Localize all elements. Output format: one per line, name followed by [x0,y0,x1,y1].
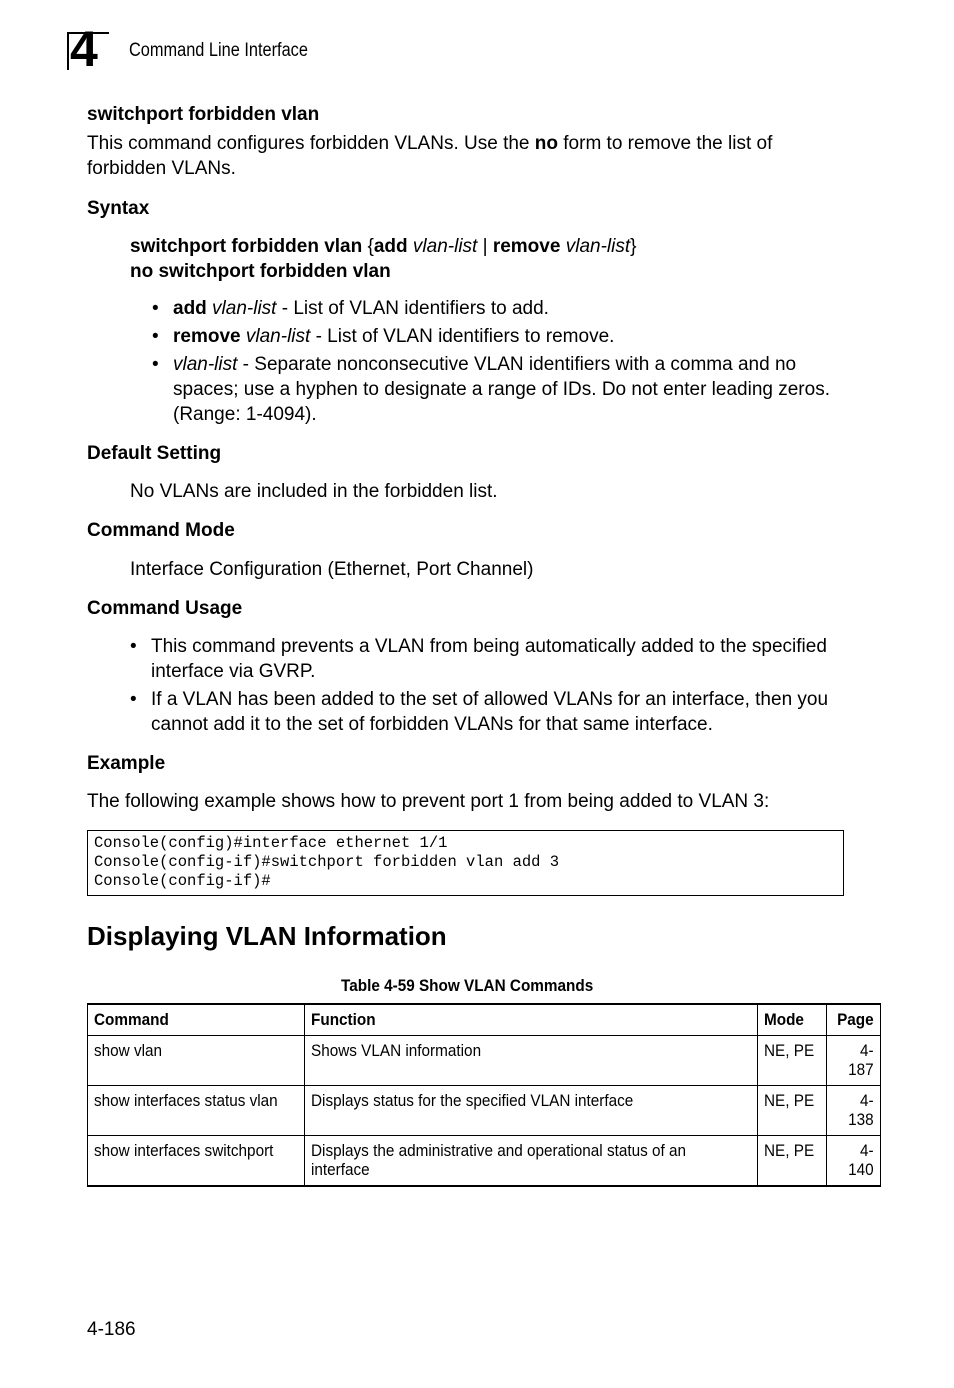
syntax-line-1 [130,234,636,259]
cell-text: Displays the administrative and operational status of an interface [311,1141,687,1179]
table-caption [87,975,847,997]
syntax-arg-2: vlan-list [560,236,631,257]
header-text: Function [311,1010,376,1029]
table-cell [88,1086,305,1136]
syntax-heading: Syntax [87,198,150,219]
param-keyword: remove [173,326,241,347]
command-description [87,131,847,181]
command-mode-heading: Command Mode [87,520,235,541]
syntax-pipe: | [477,236,493,257]
default-setting-heading: Default Setting [87,443,222,464]
bullet: • [152,354,159,375]
table-row [88,1136,881,1187]
syntax-brace-open: { [362,236,374,257]
usage-text: If a VLAN has been added to the set of allowed VLANs for an interface, then you cannot add it to the set of forbidden VLANs for that same interface. [151,689,829,735]
description-text-1: This command configures forbidden VLANs. Use the [87,133,535,154]
table-cell [88,1036,305,1086]
syntax-brace-close: } [630,236,637,257]
table-cell [305,1086,758,1136]
column-header [758,1004,827,1036]
param-description: - List of VLAN identifiers to remove. [310,326,615,347]
param-description: - Separate nonconsecutive VLAN identifiers with a comma and no spaces; use a hyphen to designate a range of IDs. Do not enter leading zeros. (Range: 1-4094). [173,354,830,425]
table-cell [758,1036,827,1086]
bullet: • [152,298,159,319]
header-text: Mode [764,1010,805,1029]
cell-text: Shows VLAN information [311,1041,482,1060]
cell-text: 4-138 [847,1091,874,1129]
bullet: • [130,689,137,710]
table-cell [88,1136,305,1187]
code-line: Console(config)#interface ethernet 1/1 [94,834,448,852]
show-vlan-commands-table [87,1003,881,1187]
syntax-param-item [152,352,847,427]
table-cell [826,1036,880,1086]
syntax-param-list [152,296,847,427]
cell-text: show vlan [94,1041,163,1060]
running-head: Command Line Interface [129,40,308,61]
syntax-add-keyword: add [373,236,408,257]
column-header [88,1004,305,1036]
table-cell [305,1136,758,1187]
table-cell [305,1036,758,1086]
table-row [88,1086,881,1136]
table-cell [826,1136,880,1187]
table-cell [758,1086,827,1136]
syntax-line-2: no switchport forbidden vlan [130,261,391,282]
usage-item [130,687,847,737]
table-cell [826,1086,880,1136]
command-title: switchport forbidden vlan [87,104,320,125]
cell-text: NE, PE [764,1091,815,1110]
command-usage-heading: Command Usage [87,598,243,619]
bullet: • [152,326,159,347]
param-arg: vlan-list [240,326,311,347]
param-arg: vlan-list [206,298,277,319]
header-text: Page [836,1010,874,1029]
param-text [173,352,847,427]
usage-item [130,634,847,684]
code-line: Console(config-if)# [94,872,271,890]
command-mode-text: Interface Configuration (Ethernet, Port Channel) [130,559,534,580]
cell-text: Displays status for the specified VLAN interface [311,1091,634,1110]
cell-text: NE, PE [764,1141,815,1160]
syntax-param-item [152,324,847,349]
table-cell [758,1136,827,1187]
syntax-command: switchport forbidden vlan [130,236,363,257]
cell-text: show interfaces status vlan [94,1091,278,1110]
param-arg: vlan-list [173,354,238,375]
code-line: Console(config-if)#switchport forbidden vlan add 3 [94,853,560,871]
default-setting-text: No VLANs are included in the forbidden list. [130,481,498,502]
cell-text: 4-187 [847,1041,874,1079]
table-header-row [88,1004,881,1036]
header-text: Command [94,1010,169,1029]
param-keyword: add [173,298,207,319]
syntax-param-item [152,296,847,321]
syntax-remove-keyword: remove [492,236,561,257]
column-header [305,1004,758,1036]
example-heading: Example [87,753,166,774]
description-keyword: no [534,133,558,154]
command-usage-list [130,634,847,737]
example-intro: The following example shows how to prevent port 1 from being added to VLAN 3: [87,791,770,812]
bullet: • [130,636,137,657]
param-text [173,296,549,321]
table-caption-text: Table 4-59 Show VLAN Commands [340,976,594,995]
page-number: 4-186 [87,1319,136,1340]
column-header [826,1004,880,1036]
param-text [173,324,614,349]
chapter-number: 4 [70,21,96,77]
cell-text: show interfaces switchport [94,1141,274,1160]
syntax-arg-1: vlan-list [407,236,478,257]
table-row [88,1036,881,1086]
description-text-2: form to remove the list of forbidden VLANs. [87,133,773,179]
usage-text: This command prevents a VLAN from being automatically added to the specified interface via GVRP. [151,636,827,682]
param-description: - List of VLAN identifiers to add. [276,298,549,319]
code-example [87,830,844,896]
section-title: Displaying VLAN Information [87,921,447,951]
cell-text: NE, PE [764,1041,815,1060]
cell-text: 4-140 [847,1141,874,1179]
